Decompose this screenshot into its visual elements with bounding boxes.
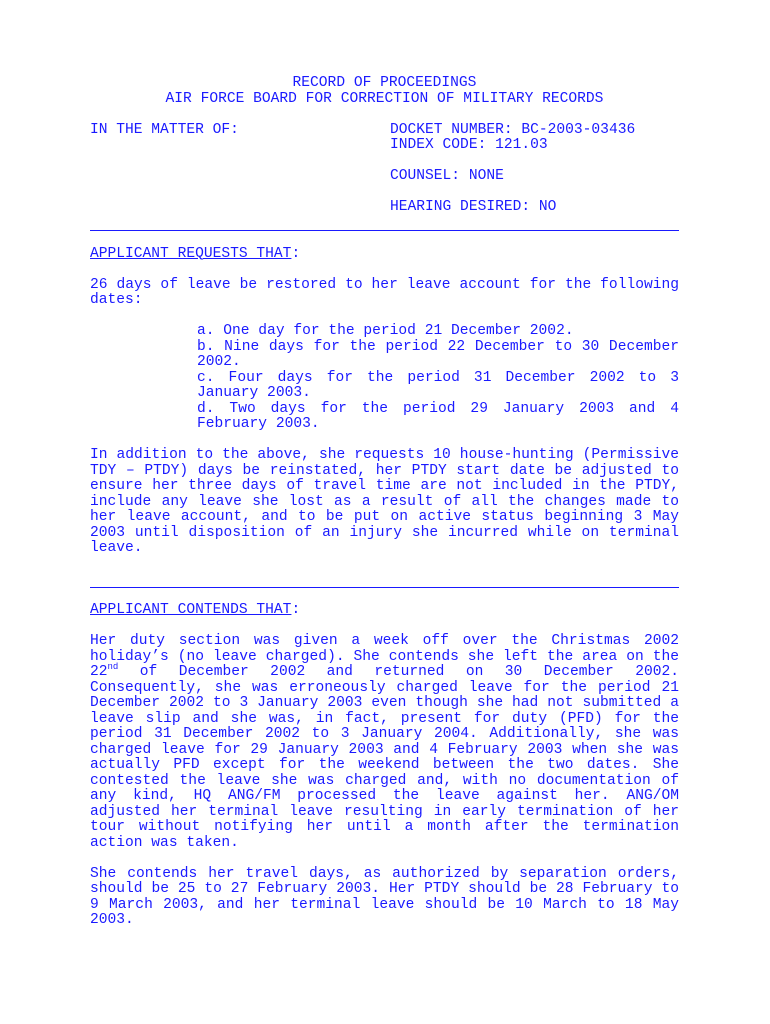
list-item: b. Nine days for the period 22 December to 30 December 2002.	[197, 338, 679, 370]
requests-intro: 26 days of leave be restored to her leave account for the following dates:	[90, 276, 679, 308]
contends-paragraph-2: She contends her travel days, as authorized by separation orders, should be 25 to 27 February 2003. Her PTDY should be 28 February to 9 March 2003, and her terminal leave should be 10 March to 18 May 2003.	[90, 865, 679, 928]
record-title: RECORD OF PROCEEDINGS	[292, 75, 477, 91]
document-header	[90, 76, 679, 107]
divider-2	[90, 572, 679, 588]
matter-block	[90, 123, 679, 216]
matter-label: IN THE MATTER OF:	[90, 121, 239, 138]
leave-date-list	[197, 324, 679, 433]
list-item: a. One day for the period 21 December 2002.	[197, 323, 574, 339]
requests-additional: In addition to the above, she requests 10 house-hunting (Permissive TDY – PTDY) days be reinstated, her PTDY start date be adjusted to ensure her three days of travel time are not included in the PTDY, include any leave she lost as a result of all the changes made to her leave account, and to be put on active status beginning 3 May 2003 until disposition of an injury she incurred while on terminal leave.	[90, 447, 679, 556]
requests-heading: APPLICANT REQUESTS THAT:	[90, 245, 301, 262]
counsel: COUNSEL: NONE	[390, 168, 504, 184]
contends-paragraph-1: Her duty section was given a week off over the Christmas 2002 holiday’s (no leave charged). She contends she left the area on the 22nd of December 2002 and returned on 30 December 2002. Consequently, she was erroneously charged leave for the period 21 December 2002 to 3 January 2003 even though she had not submitted a leave slip and she was, in fact, present for duty (PFD) for the period 31 December 2002 to 3 January 2004. Additionally, she was charged leave for 29 January 2003 and 4 February 2003 when she was actually PFD except for the weekend between the two dates. She contested the leave she was charged and, with no documentation of any kind, HQ ANG/FM processed the leave against her. ANG/OM adjusted her terminal leave resulting in early termination of her tour without notifying her until a month after the termination action was taken.	[90, 633, 679, 851]
list-item: d. Two days for the period 29 January 2003 and 4 February 2003.	[197, 400, 679, 432]
index-code: INDEX CODE: 121.03	[390, 137, 548, 153]
contends-heading: APPLICANT CONTENDS THAT:	[90, 602, 301, 618]
case-details	[390, 123, 679, 216]
hearing-desired: HEARING DESIRED: NO	[390, 199, 557, 215]
list-item: c. Four days for the period 31 December 2002 to 3 January 2003.	[197, 369, 679, 401]
docket-number: DOCKET NUMBER: BC-2003-03436	[390, 121, 636, 138]
document-page	[90, 76, 679, 944]
divider-1	[90, 216, 679, 232]
board-title: AIR FORCE BOARD FOR CORRECTION OF MILITARY RECORDS	[165, 90, 604, 107]
